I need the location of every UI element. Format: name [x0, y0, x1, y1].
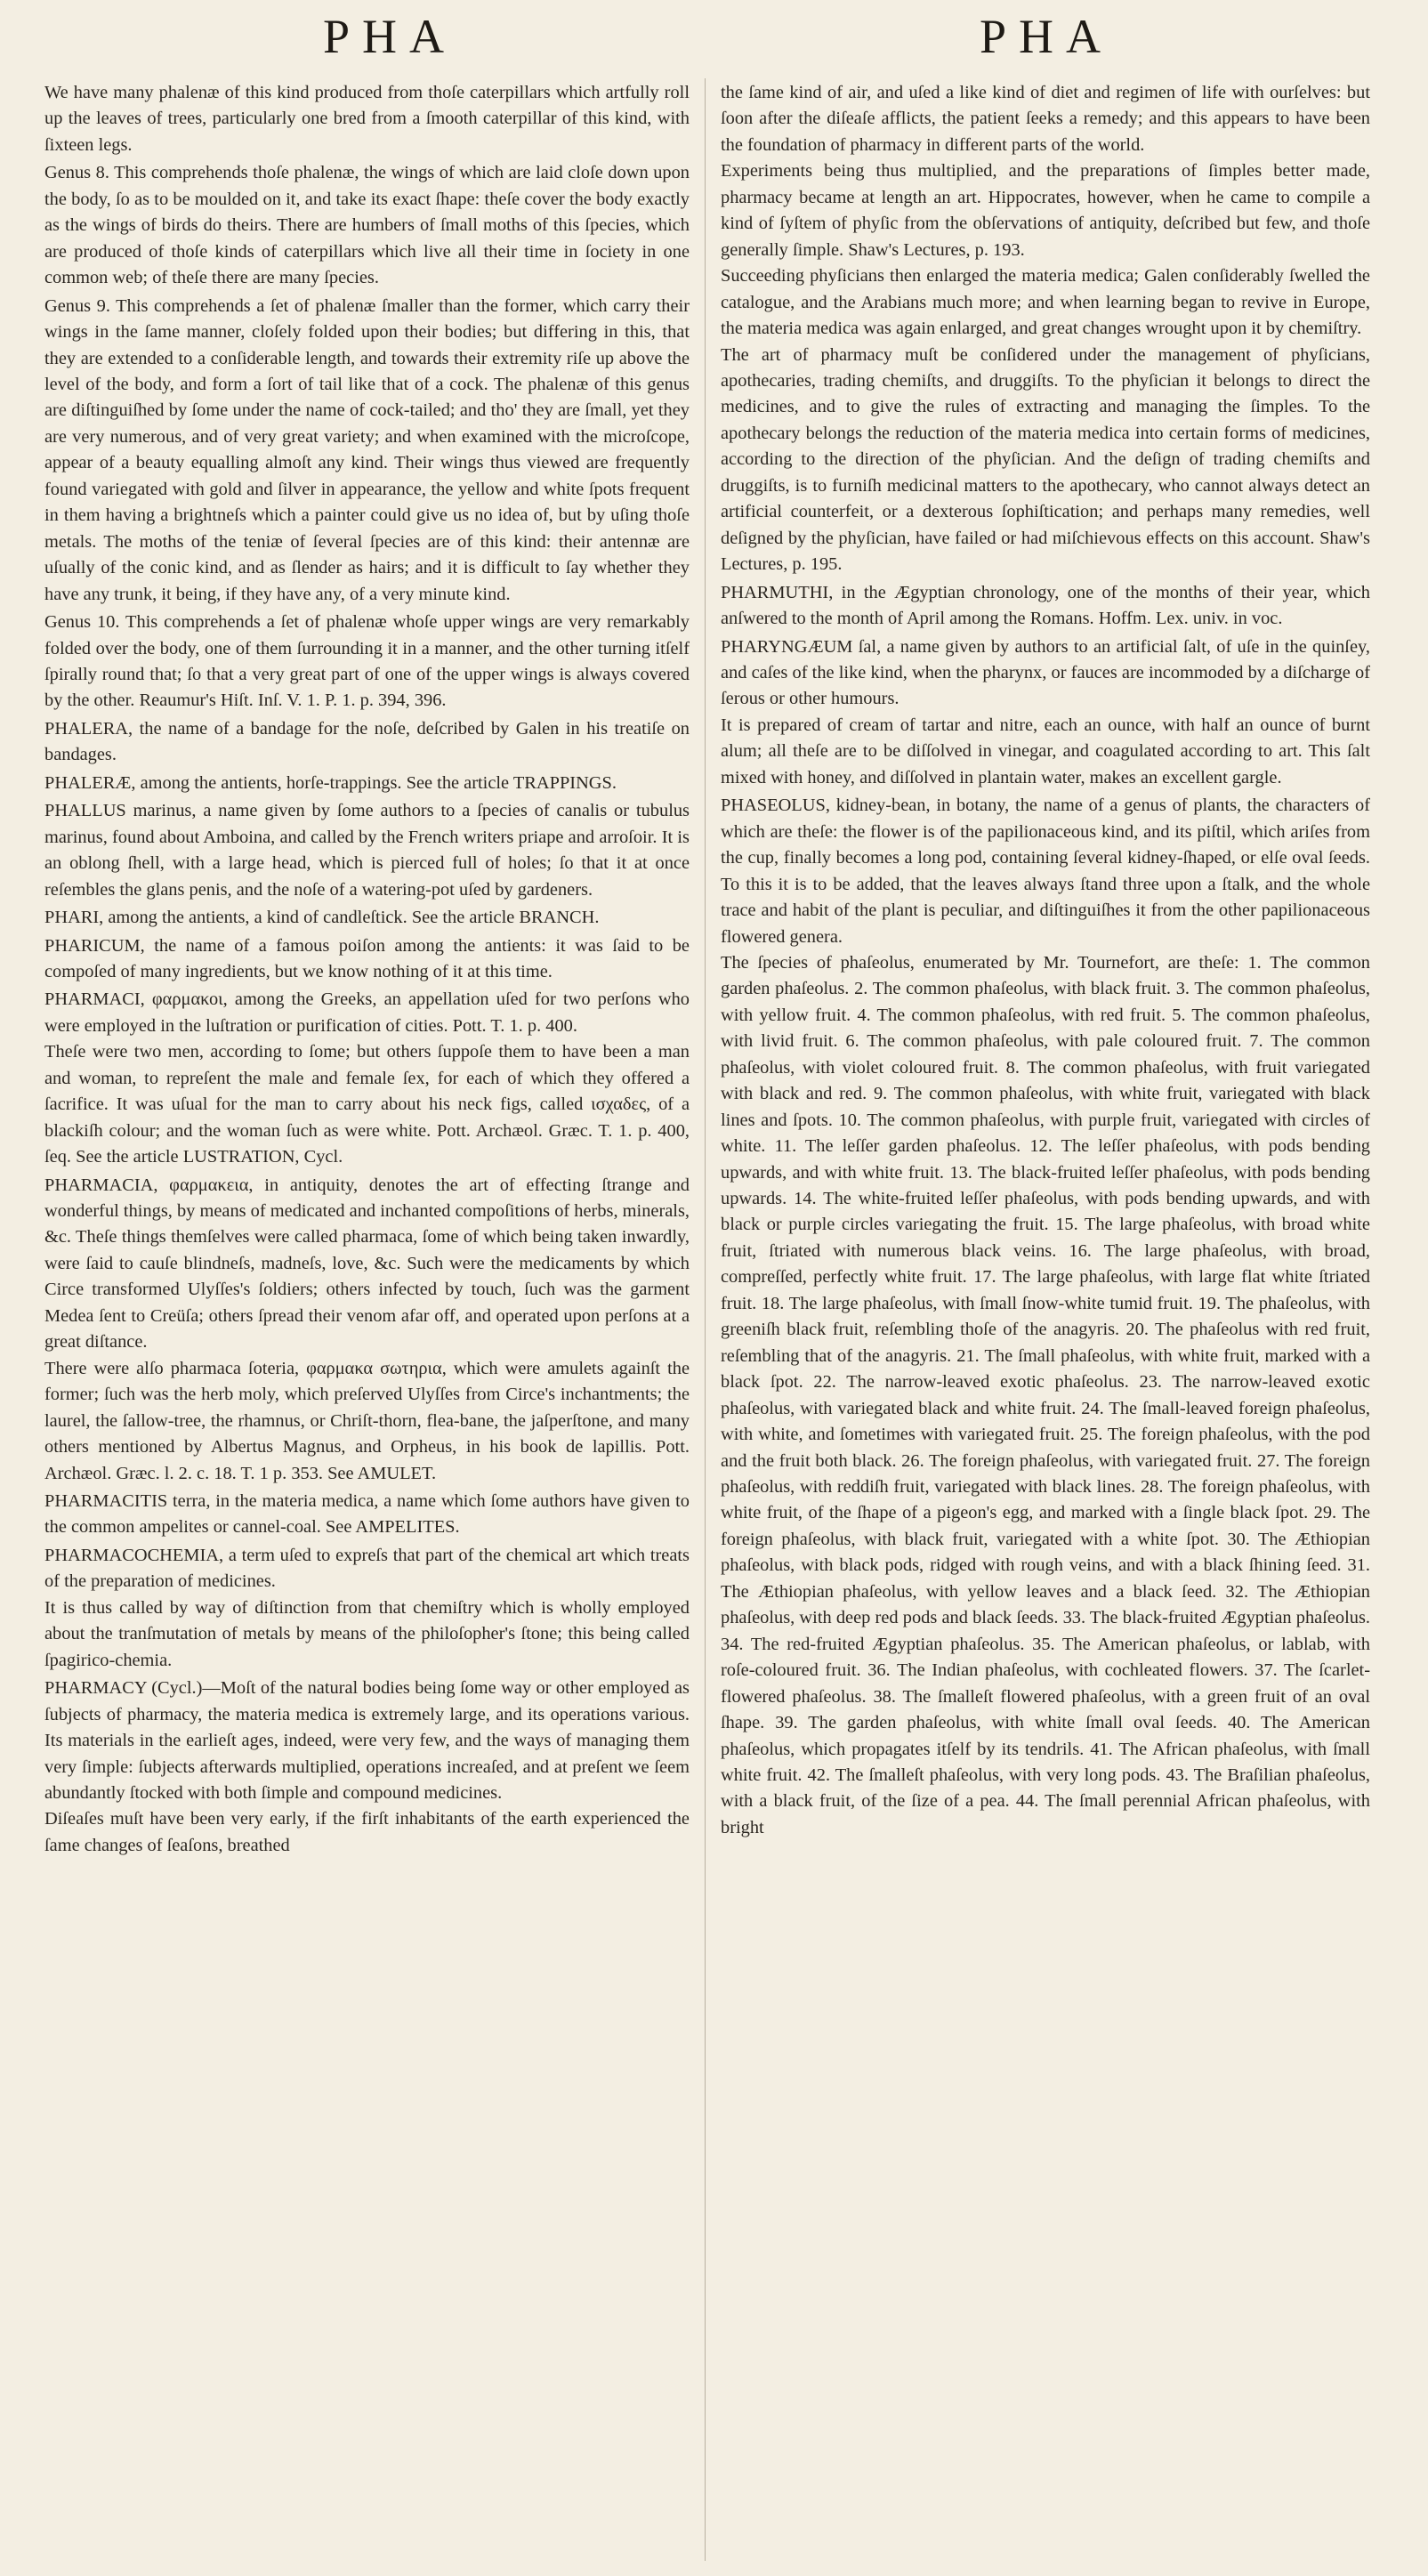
paragraph: It is prepared of cream of tartar and nitre, each an ounce, with half an ounce of burnt alum; all theſe are to be diſſolved in vinegar, and coagulated according to art. This ſalt mixed with honey, and diſſolved in plantain water, makes an excellent gargle. — [721, 715, 1370, 787]
running-head-left: PHA — [323, 10, 457, 63]
paragraph: There were alſo pharmaca ſoteria, φαρμακα σωτηρια, which were amulets againſt the former; ſuch was the herb moly, which preſerved Ulyſſes from Circe's inchantments; the laurel, the ſallow-tree, the rhamnus, or Chriſt-thorn, flea-bane, the jaſperſtone, and many others mentioned by Albertus Magnus, and Orpheus, in his book de lapillis. Pott. Archæol. Græc. l. 2. c. 18. T. 1 p. 353. See AMULET. — [44, 1358, 690, 1483]
entry-phalerae: PHALERÆ, among the antients, horſe-trappings. See the article TRAPPINGS. — [44, 772, 617, 793]
paragraph: We have many phalenæ of this kind produced from thoſe caterpillars which artfully roll up the leaves of trees, particularly one bred from a ſmooth caterpillar of this kind, with ſixteen legs. — [44, 83, 690, 155]
entry-phaseolus: PHASEOLUS, kidney-bean, in botany, the name of a genus of plants, the characters of which are theſe: the flower is of the papilionaceous kind, and its piſtil, which ariſes from the cup, finally becomes a long pod, containing ſeveral kidney-ſhaped, or elſe oval ſeeds. To this it is to be added, that the leaves always ſtand three upon a ſtalk, and the whole trace and habit of the plant is peculiar, and diſtinguiſhes it from the other papilionaceous flowered genera. — [721, 795, 1370, 947]
paragraph: Theſe were two men, according to ſome; but others ſuppoſe them to have been a man and woman, to repreſent the male and female ſex, for each of which they offered a ſacrifice. It was uſual for the man to carry about his neck figs, called ισχαδες, of a blackiſh colour; and the woman ſuch as were white. Pott. Archæol. Græc. T. 1. p. 400, ſeq. See the article LUSTRATION, Cycl. — [44, 1042, 690, 1167]
paragraph: Succeeding phyſicians then enlarged the materia medica; Galen conſiderably ſwelled the catalogue, and the Arabians much more; and when learning began to revive in Europe, the materia medica was again enlarged, and great changes wrought upon it by chemiſtry. — [721, 266, 1370, 339]
paragraph: The art of pharmacy muſt be conſidered under the management of phyſicians, apothecaries, trading chemiſts, and druggiſts. To the phyſician it belongs to direct the medicines, and to give the rules of extracting and managing the ſimples. To the apothecary belongs the reduction of the materia medica into certain forms of medicines, according to the direction of the phyſician. And the deſign of trading chemiſts and druggiſts, is to furniſh medicinal matters to the apothecary, who cannot always detect an artificial counterfeit, or a dexterous ſophiſtication; and perhaps many remedies, well deſigned by the phyſician, have failed or had miſchievous effects on this account. Shaw's Lectures, p. 195. — [721, 344, 1370, 575]
entry-pharmacy: PHARMACY (Cycl.)—Moſt of the natural bodies being ſome way or other employed as ſubjects of pharmacy, the materia medica is extremely large, and its operations various. Its materials in the earlieſt ages, indeed, were very few, and the ways of managing them very ſimple: ſubjects afterwards multiplied, operations increaſed, and at preſent we ſeem abundantly ſtocked with both ſimple and compound medicines. — [44, 1678, 690, 1803]
paragraph: Diſeaſes muſt have been very early, if the firſt inhabitants of the earth experienced the ſame changes of ſeaſons, breathed — [44, 1809, 690, 1855]
paragraph: It is thus called by way of diſtinction from that chemiſtry which is wholly employed about the tranſmutation of metals by means of the philoſopher's ſtone; this being called ſpagirico-chemia. — [44, 1597, 690, 1670]
entry-pharmacia: PHARMACIA, φαρμακεια, in antiquity, denotes the art of effecting ſtrange and wonderful things, by means of medicated and inchanted compoſitions of herbs, minerals, &c. Theſe things themſelves were called pharmaca, ſome of which being taken inwardly, were ſaid to cauſe blindneſs, madneſs, love, &c. Such were the medicaments by which Circe transformed Ulyſſes's ſoldiers; others infected by touch, ſuch was the garment Medea ſent to Creüſa; others ſpread their venom afar off, and operated upon perſons at a great diſtance. — [44, 1175, 690, 1353]
paragraph: Experiments being thus multiplied, and the preparations of ſimples better made, pharmacy became at length an art. Hippocrates, however, when he came to compile a kind of ſyſtem of phyſic from the obſervations of antiquity, deſcribed but few, and thoſe generally ſimple. Shaw's Lectures, p. 193. — [721, 161, 1370, 260]
right-column — [721, 80, 1370, 2563]
running-head-right: PHA — [980, 10, 1114, 63]
paragraph: The ſpecies of phaſeolus, enumerated by Mr. Tournefort, are theſe: 1. The common garden phaſeolus. 2. The common phaſeolus, with black fruit. 3. The common phaſeolus, with yellow fruit. 4. The common phaſeolus, with red fruit. 5. The common phaſeolus, with livid fruit. 6. The common phaſeolus, with pale coloured fruit. 7. The common phaſeolus, with violet coloured fruit. 8. The common phaſeolus, with fruit variegated with black and red. 9. The common phaſeolus, with white fruit, variegated with black lines and ſpots. 10. The common phaſeolus, with purple fruit, variegated with circles of white. 11. The leſſer garden phaſeolus. 12. The leſſer phaſeolus, with pods bending upwards, and with white fruit. 13. The black-fruited leſſer phaſeolus, with pods bending upwards. 14. The white-fruited leſſer phaſeolus, with pods bending upwards, and with black or purple circles variegating the fruit. 15. The large phaſeolus, with broad white fruit, ſtriated with numerous black veins. 16. The large phaſeolus, with broad, compreſſed, perfectly white fruit. 17. The large phaſeolus, with large flat white ſtriated fruit. 18. The large phaſeolus, with ſmall ſnow-white tumid fruit. 19. The phaſeolus, with greeniſh black fruit, reſembling thoſe of the anagyris. 20. The phaſeolus with red fruit, reſembling that of the anagyris. 21. The ſmall phaſeolus, with white fruit, marked with a black ſpot. 22. The narrow-leaved exotic phaſeolus. 23. The narrow-leaved exotic phaſeolus, with variegated black and white fruit. 24. The ſmall-leaved foreign phaſeolus, with white, and ſometimes with variegated fruit. 25. The foreign phaſeolus, with the pod and the fruit both black. 26. The foreign phaſeolus, with variegated fruit. 27. The foreign phaſeolus, with reddiſh fruit, variegated with black lines. 28. The foreign phaſeolus, with white fruit, of the ſhape of a pigeon's egg, and marked with a ſingle black ſpot. 29. The foreign phaſeolus, with black fruit, variegated with a white ſpot. 30. The Æthiopian phaſeolus, with black pods, ridged with rough veins, and with a black ſhining ſeed. 31. The Æthiopian phaſeolus, with yellow leaves and a black ſeed. 32. The Æthiopian phaſeolus, with deep red pods and black ſeeds. 33. The black-fruited Ægyptian phaſeolus. 34. The red-fruited Ægyptian phaſeolus. 35. The American phaſeolus, or lablab, with roſe-coloured fruit. 36. The Indian phaſeolus, with cochleated flowers. 37. The ſcarlet-flowered phaſeolus. 38. The ſmalleſt flowered phaſeolus, with a green fruit of an oval ſhape. 39. The garden phaſeolus, with white ſmall oval ſeeds. 40. The American phaſeolus, which propagates itſelf by its tendrils. 41. The African phaſeolus, with ſmall white fruit. 42. The ſmalleſt phaſeolus, with very long pods. 43. The Braſilian phaſeolus, with a black fruit, of the ſize of a pea. 44. The ſmall perennial African phaſeolus, with bright — [721, 952, 1370, 1837]
column-divider — [705, 78, 706, 2561]
paragraph: the ſame kind of air, and uſed a like kind of diet and regimen of life with ourſelves: but ſoon after the diſeaſe afflicts, the patient ſeeks a remedy; and this appears to have been the foundation of pharmacy in different parts of the world. — [721, 83, 1370, 155]
entry-pharyngaeum: PHARYNGÆUM ſal, a name given by authors to an artificial ſalt, of uſe in the quinſey, and caſes of the like kind, when the pharynx, or fauces are incommoded by a diſcharge of ſerous or other humours. — [721, 636, 1370, 709]
entry-phari: PHARI, among the antients, a kind of candleſtick. See the article BRANCH. — [44, 908, 600, 928]
paragraph: Genus 9. This comprehends a ſet of phalenæ ſmaller than the former, which carry their wings in the ſame manner, cloſely folded upon their bodies; but differing in this, that they are extended to a conſiderable length, and towards their extremity riſe up above the level of the body, and form a ſort of tail like that of a cock. The phalenæ of this genus are diſtinguiſhed by ſome under the name of cock-tailed; and tho' they are ſmall, yet they are very numerous, and of very great variety; and when examined with the microſcope, appear of a beauty equalling almoſt any kind. Their wings thus viewed are frequently found variegated with gold and ſilver in appearance, the yellow and white ſpots frequent in them having a brightneſs which a painter could give us no idea of, but by uſing thoſe metals. The moths of the teniæ of ſeveral ſpecies are of this kind: their antennæ are uſually of the conic kind, and as ſlender as hairs; and it is difficult to ſay whether they have any trunk, it being, if they have any, of a very minute kind. — [44, 295, 690, 604]
entry-phalera: PHALERA, the name of a bandage for the noſe, deſcribed by Galen in his treatiſe on bandages. — [44, 718, 690, 765]
entry-pharicum: PHARICUM, the name of a famous poiſon among the antients: it was ſaid to be compoſed of many ingredients, but we know nothing of it at this time. — [44, 935, 690, 981]
entry-pharmacochemia: PHARMACOCHEMIA, a term uſed to expreſs that part of the chemical art which treats of the preparation of medicines. — [44, 1545, 690, 1592]
paragraph: Genus 8. This comprehends thoſe phalenæ, the wings of which are laid cloſe down upon the body, ſo as to be moulded on it, and take its exact ſhape: theſe cover the body exactly as the wings of birds do theirs. There are humbers of ſmall moths of this ſpecies, which are produced of thoſe kinds of caterpillars which live all their time in ſociety in one common web; of theſe there are many ſpecies. — [44, 163, 690, 288]
entry-phallus: PHALLUS marinus, a name given by ſome authors to a ſpecies of canalis or tubulus marinus, found about Amboina, and called by the French writers priape and arroſoir. It is an oblong ſhell, with a large head, which is pierced full of holes; ſo that it at once reſembles the glans penis, and the noſe of a watering-pot uſed by gardeners. — [44, 801, 690, 900]
entry-pharmuthi: PHARMUTHI, in the Ægyptian chronology, one of the months of their year, which anſwered to the month of April among the Romans. Hoffm. Lex. univ. in voc. — [721, 582, 1370, 629]
paragraph: Genus 10. This comprehends a ſet of phalenæ whoſe upper wings are very remarkably folded over the body, one of them ſurrounding it in a manner, and the other turning itſelf ſpirally round that; ſo that a very great part of one of the upper wings is always covered by the other. Reaumur's Hiſt. Inſ. V. 1. P. 1. p. 394, 396. — [44, 612, 690, 711]
left-column — [44, 80, 690, 2563]
entry-pharmacitis: PHARMACITIS terra, in the materia medica, a name which ſome authors have given to the common ampelites or cannel-coal. See AMPELITES. — [44, 1491, 690, 1538]
entry-pharmaci: PHARMACI, φαρμακοι, among the Greeks, an appellation uſed for two perſons who were employed in the luſtration or purification of cities. Pott. T. 1. p. 400. — [44, 989, 690, 1036]
